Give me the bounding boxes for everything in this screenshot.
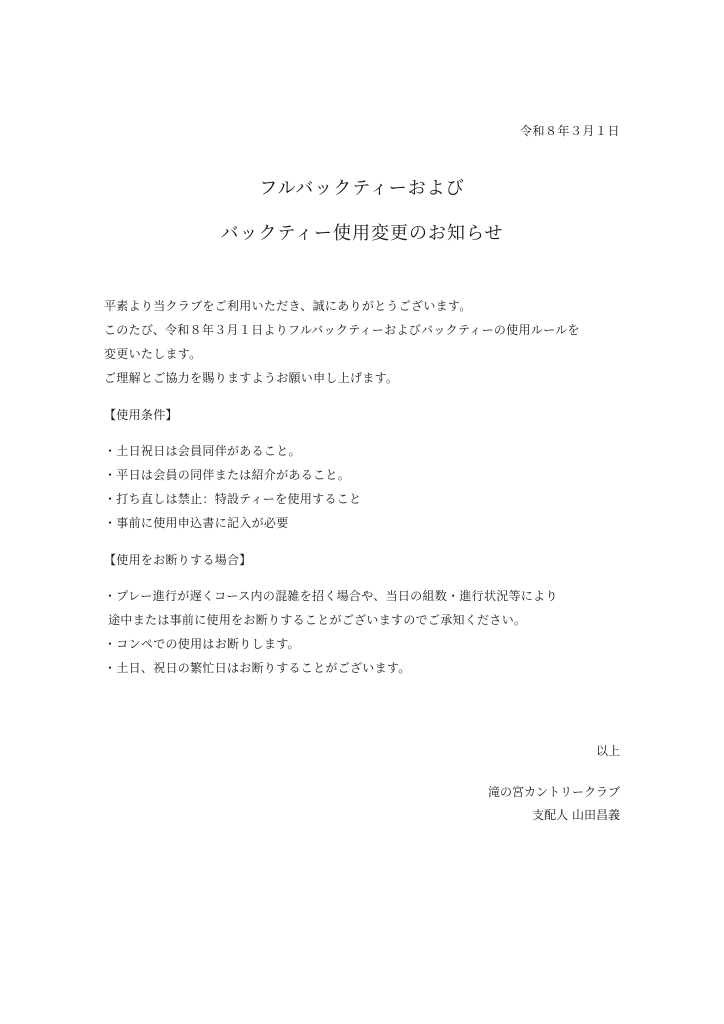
refusal-item: 途中または事前に使用をお断りすることがございますのでご承知ください。	[104, 613, 527, 627]
section-heading-refusal-cases: 【使用をお断りする場合】	[104, 553, 252, 567]
condition-item: ・事前に使用申込書に記入が必要	[104, 516, 289, 530]
refusal-item: ・コンペでの使用はお断りします。	[104, 637, 300, 651]
closing-text: 以上	[595, 744, 620, 758]
condition-item: ・土日祝日は会員同伴があること。	[104, 444, 301, 458]
document-title-line1: フルバックティーおよび	[259, 178, 465, 199]
refusal-item: ・土日、祝日の繁忙日はお断りすることがございます。	[104, 661, 411, 675]
signatory-name: 支配人 山田昌義	[532, 808, 620, 822]
document-title-line2: バックティー使用変更のお知らせ	[220, 223, 504, 244]
document-date: 令和８年３月１日	[519, 124, 620, 138]
intro-line: ご理解とご協力を賜りますようお願い申し上げます。	[104, 371, 399, 385]
intro-line: 平素より当クラブをご利用いただき、誠にありがとうございます。	[104, 299, 472, 313]
condition-item: ・打ち直しは禁止：特設ティーを使用すること	[104, 492, 362, 506]
organization-name: 滝の宮カントリークラブ	[487, 785, 620, 799]
intro-line: このたび、令和８年３月１日よりフルバックティーおよびバックティーの使用ルールを	[104, 323, 580, 337]
section-heading-usage-conditions: 【使用条件】	[104, 408, 178, 422]
refusal-item: ・プレー進行が遅くコース内の混雑を招く場合や、当日の組数・進行状況等により	[104, 589, 558, 603]
condition-item: ・平日は会員の同伴または紹介があること。	[104, 468, 351, 482]
intro-line: 変更いたします。	[104, 347, 202, 361]
